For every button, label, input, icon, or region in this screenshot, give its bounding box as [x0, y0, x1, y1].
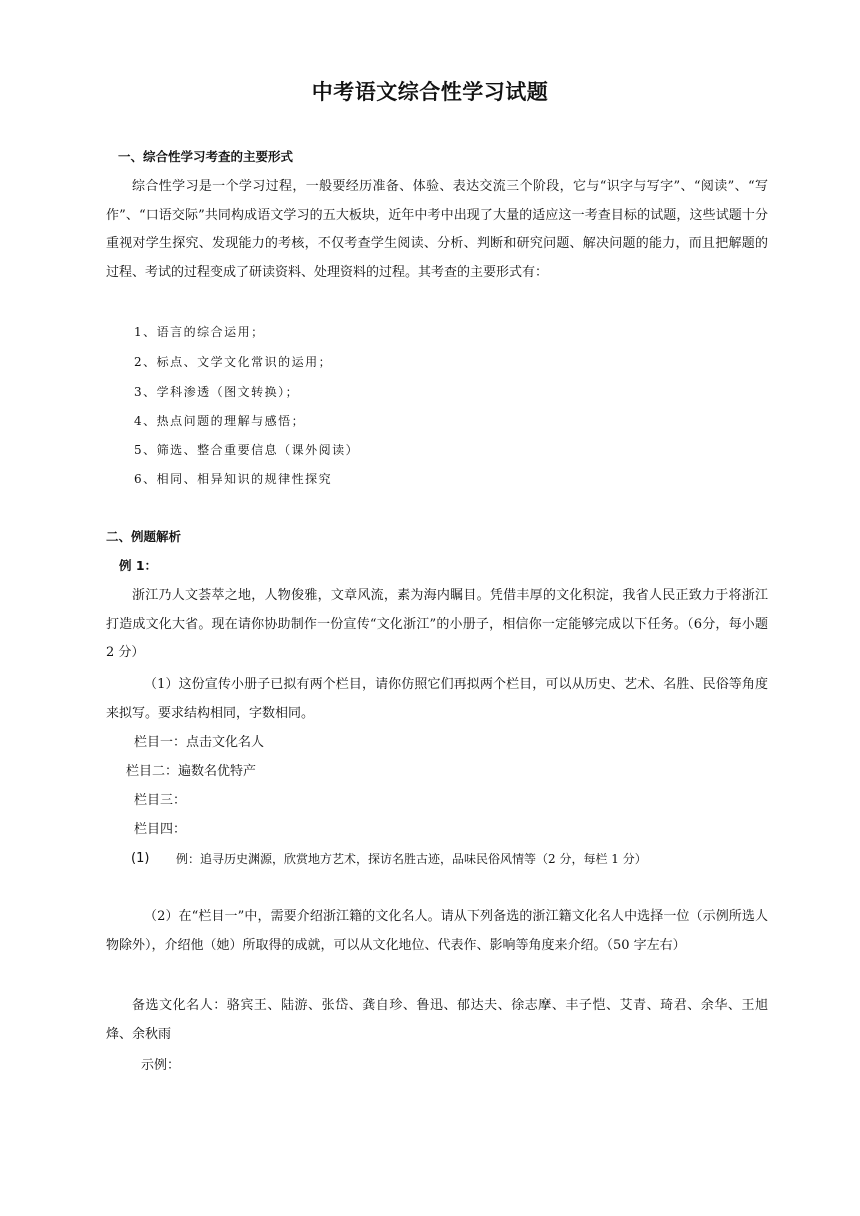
form-list-item-3: 3、学科渗透（图文转换）；: [134, 385, 300, 399]
example-answer-label: 示例：: [141, 1058, 181, 1073]
section1-heading: 一、综合性学习考查的主要形式: [118, 149, 294, 164]
form-list-item-4: 4、热点问题的理解与感悟；: [134, 414, 306, 428]
question-2: （2）在“栏目一”中，需要介绍浙江籍的文化名人。请从下列备选的浙江籍文化名人中选择一位（示例所选人物除外），介绍他（她）所取得的成就，可以从文化地位、代表作、影响等角度来介绍。（50 字左右）: [106, 909, 768, 953]
form-list-item-6: 6、相同、相异知识的规律性探究: [134, 472, 333, 486]
example-intro: 浙江乃人文荟萃之地，人物俊雅，文章风流，素为海内瞩目。凭借丰厚的文化积淀，我省人民正致力于将浙江打造成文化大省。现在请你协助制作一份宣传“文化浙江”的小册子，相信你一定能够完成以下任务。（6分，每小题 2 分）: [106, 588, 768, 661]
form-list-item-1: 1、语言的综合运用；: [134, 325, 265, 339]
page-title: 中考语文综合性学习试题: [311, 80, 549, 104]
column-3: 栏目三：: [134, 793, 187, 808]
question-1: （1）这份宣传小册子已拟有两个栏目，请你仿照它们再拟两个栏目，可以从历史、艺术、名胜、民俗等角度来拟写。要求结构相同，字数相同。: [106, 677, 768, 721]
column-4: 栏目四：: [134, 822, 187, 837]
section2-heading: 二、例题解析: [106, 529, 182, 544]
answer-1-text: 例：追寻历史渊源，欣赏地方艺术，探访名胜古迹，品味民俗风情等（2 分，每栏 1 分）: [176, 852, 647, 866]
form-list-item-2: 2、标点、文学文化常识的运用；: [134, 355, 333, 369]
form-list-item-5: 5、筛选、整合重要信息（课外阅读）: [134, 443, 360, 457]
example-label: 例 1：: [119, 558, 158, 573]
column-1: 栏目一：点击文化名人: [134, 735, 265, 750]
column-2: 栏目二：遍数名优特产: [126, 764, 257, 779]
candidate-list: 备选文化名人：骆宾王、陆游、张岱、龚自珍、鲁迅、郁达夫、徐志摩、丰子恺、艾青、琦君、余华、王旭烽、余秋雨: [106, 998, 768, 1042]
answer-1-number: (1): [131, 851, 150, 866]
section1-paragraph: 综合性学习是一个学习过程，一般要经历准备、体验、表达交流三个阶段，它与“识字与写字”、“阅读”、“写作”、“口语交际”共同构成语文学习的五大板块，近年中考中出现了大量的适应这一考查目标的试题，这些试题十分重视对学生探究、发现能力的考核，不仅考查学生阅读、分析、判断和研究问题、解决问题的能力，而且把解题的过程、考试的过程变成了研读资料、处理资料的过程。其考查的主要形式有：: [106, 179, 768, 280]
